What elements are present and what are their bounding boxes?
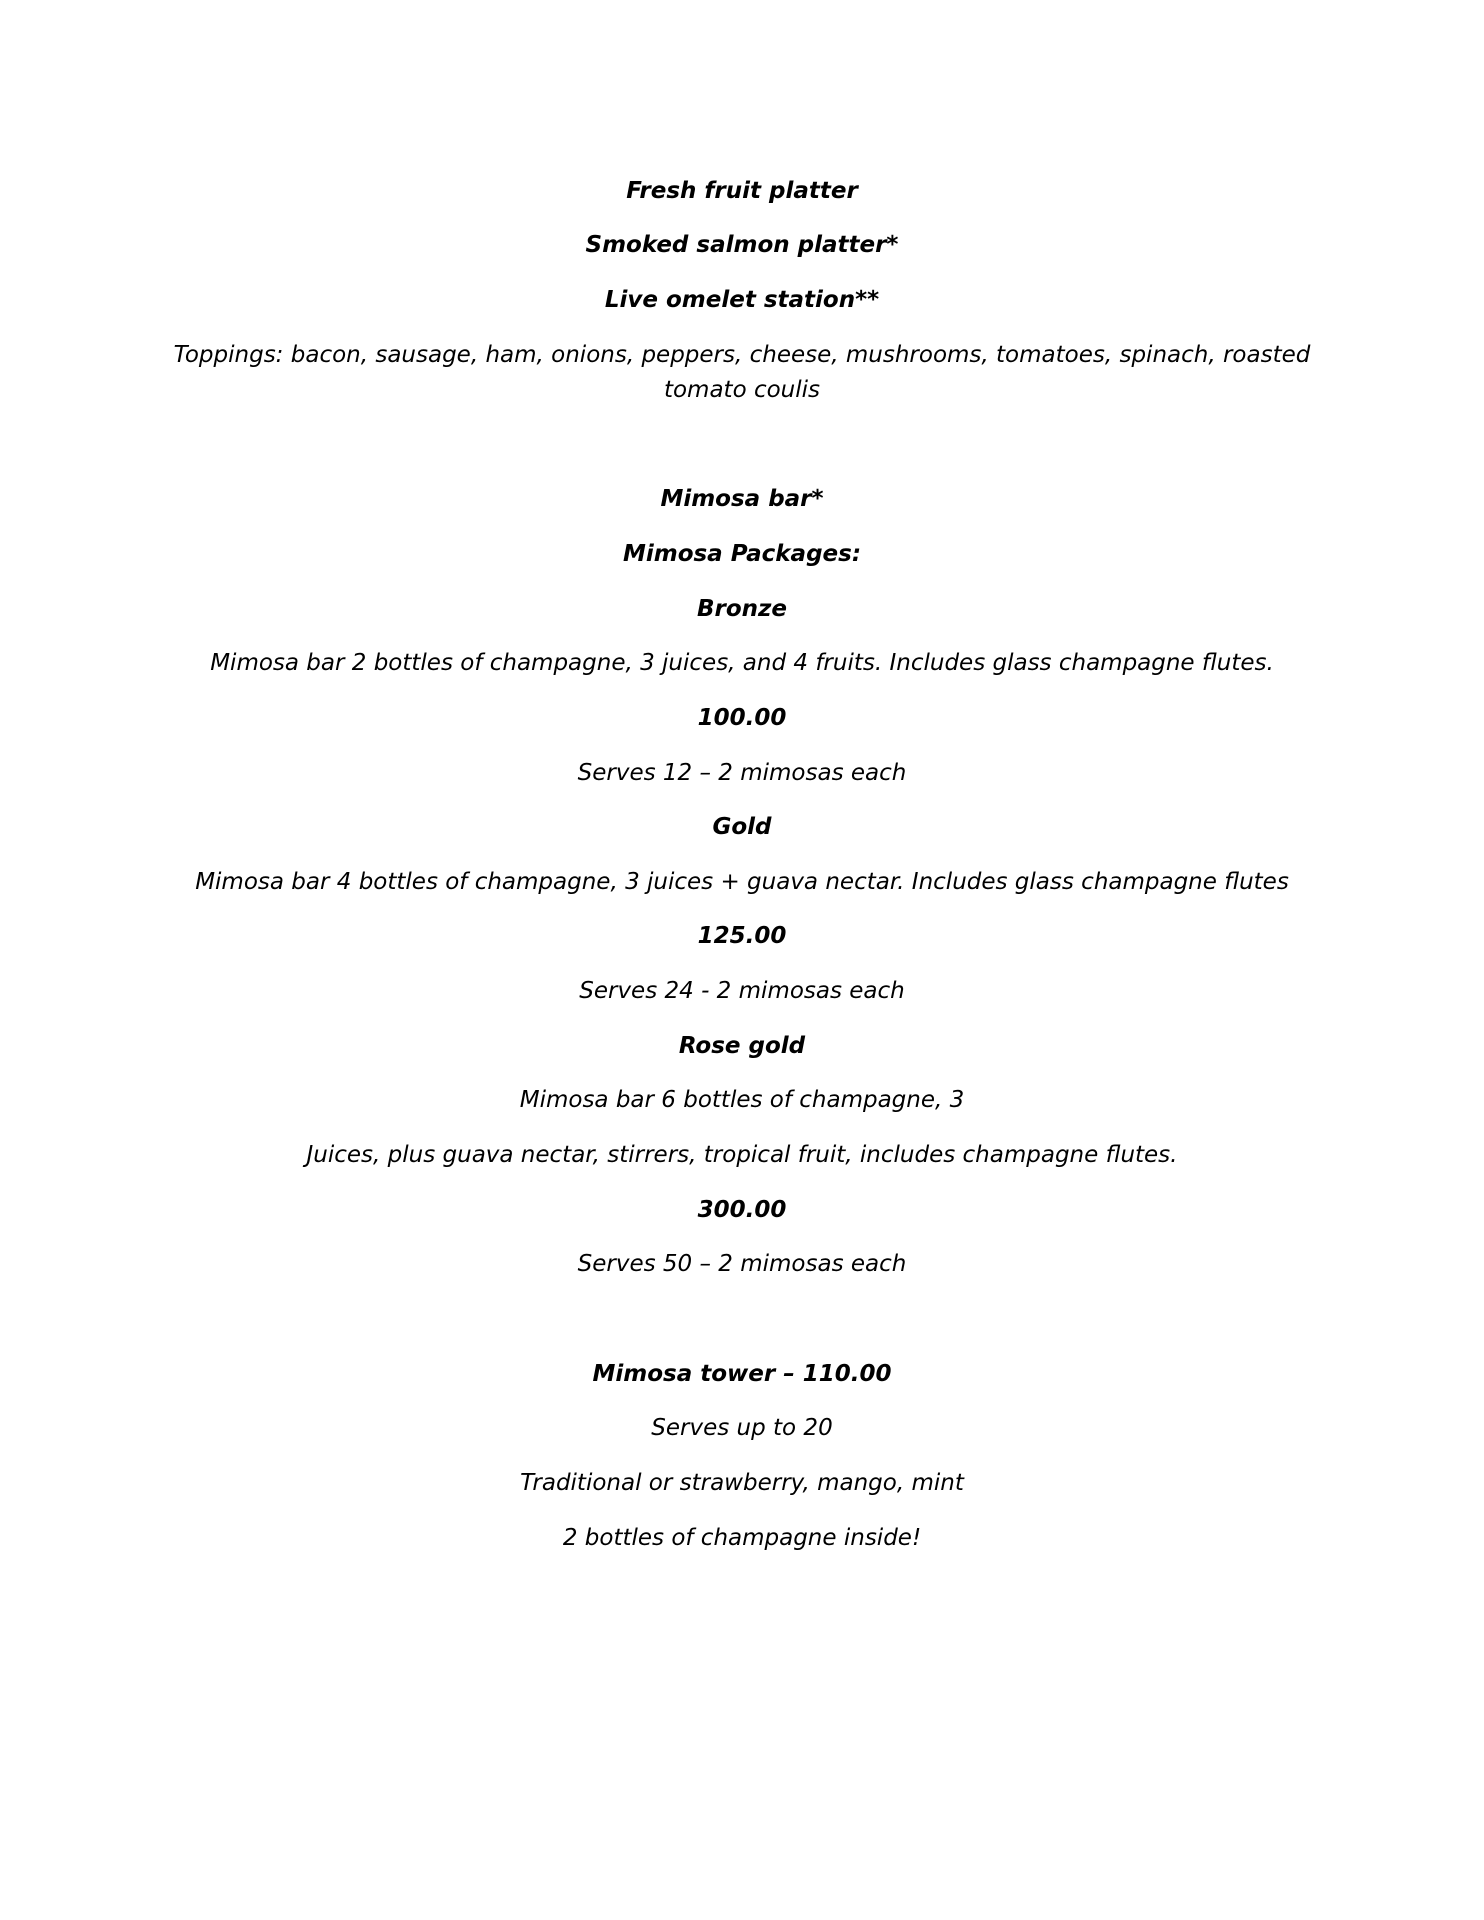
mimosa-tower-note: 2 bottles of champagne inside! [562,1525,922,1551]
mimosa-tower-flavors: Traditional or strawberry, mango, mint [520,1470,964,1496]
package-serves-bronze: Serves 12 – 2 mimosas each [577,760,907,786]
package-desc-bronze: Mimosa bar 2 bottles of champagne, 3 juices, and 4 fruits. Includes glass champagne flutes. [210,650,1274,676]
mimosa-tower-heading: Mimosa tower – 110.00 [592,1361,892,1387]
package-serves-rose-gold: Serves 50 – 2 mimosas each [577,1251,907,1277]
package-desc-rose-gold-line-2: Juices, plus guava nectar, stirrers, tropical fruit, includes champagne flutes. [306,1142,1178,1168]
package-name-bronze: Bronze [696,596,788,622]
package-price-gold: 125.00 [697,923,787,949]
package-desc-gold: Mimosa bar 4 bottles of champagne, 3 juices + guava nectar. Includes glass champagne flutes [195,869,1289,895]
package-desc-rose-gold-line-1: Mimosa bar 6 bottles of champagne, 3 [519,1087,965,1113]
package-price-rose-gold: 300.00 [697,1197,787,1223]
package-name-gold: Gold [712,814,772,840]
fruit-platter-heading: Fresh fruit platter [626,178,858,204]
toppings-text-line-1: Toppings: bacon, sausage, ham, onions, peppers, cheese, mushrooms, tomatoes, spinach, roasted [173,342,1311,368]
package-name-rose-gold: Rose gold [678,1033,806,1059]
toppings-text-line-2: tomato coulis [663,377,821,403]
package-price-bronze: 100.00 [697,705,787,731]
salmon-platter-heading: Smoked salmon platter* [585,232,899,258]
package-serves-gold: Serves 24 - 2 mimosas each [579,978,905,1004]
mimosa-bar-heading: Mimosa bar* [660,486,824,512]
omelet-station-heading: Live omelet station** [604,287,880,313]
mimosa-packages-heading: Mimosa Packages: [622,541,862,567]
mimosa-tower-serves: Serves up to 20 [651,1415,833,1441]
